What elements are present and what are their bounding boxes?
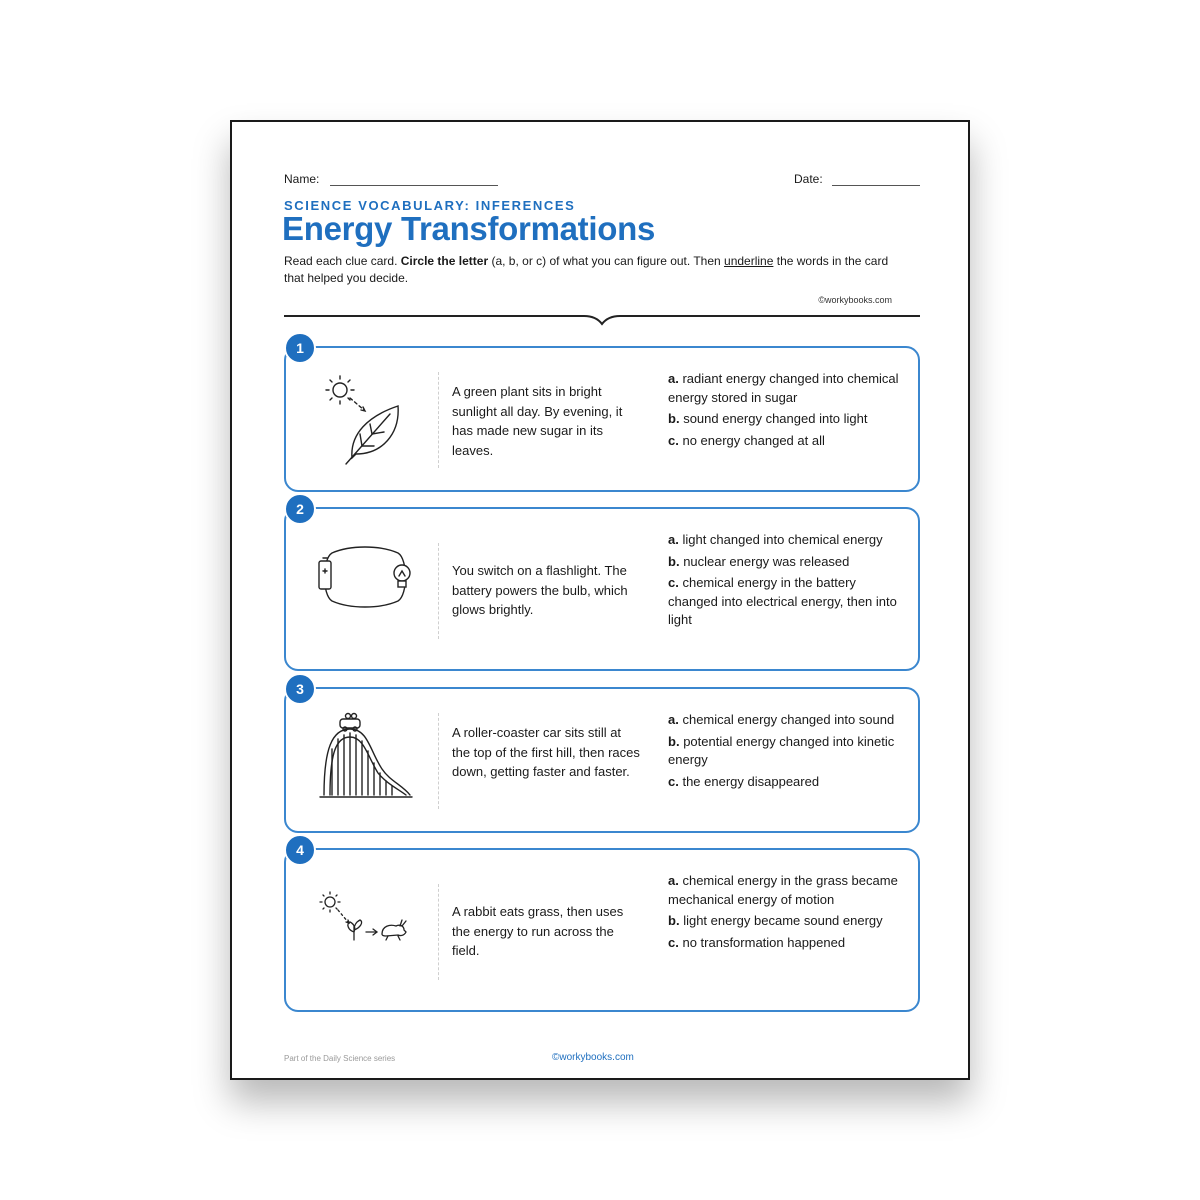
card-number-badge: 1 — [284, 332, 316, 364]
battery-bulb-circuit-icon — [310, 539, 420, 643]
series-note: Part of the Daily Science series — [284, 1054, 396, 1063]
option-a[interactable]: a. radiant energy changed into chemical energy stored in sugar — [668, 371, 899, 405]
option-c[interactable]: c. the energy disappeared — [668, 773, 820, 789]
footer-site[interactable]: ©workybooks.com — [552, 1052, 634, 1063]
answer-options — [668, 531, 900, 633]
clue-text: A roller-coaster car sits still at the top of the first hill, then races down, getting faster and faster. — [452, 725, 640, 779]
section-divider — [284, 312, 920, 328]
option-a[interactable]: a. light changed into chemical energy — [668, 532, 883, 547]
option-b[interactable]: b. light energy became sound energy — [668, 913, 883, 928]
option-b[interactable]: b. nuclear energy was released — [668, 553, 850, 569]
card-number-badge: 3 — [284, 673, 316, 705]
sun-plant-rabbit-icon — [310, 880, 420, 984]
sun-leaf-icon — [310, 368, 420, 472]
clue-card-3 — [284, 681, 920, 833]
card-separator — [438, 884, 439, 980]
worksheet-page — [230, 120, 970, 1080]
option-b[interactable]: b. potential energy changed into kinetic energy — [668, 733, 895, 767]
name-label: Name: — [284, 172, 320, 186]
option-c[interactable]: c. no transformation happened — [668, 934, 846, 950]
card-number-badge: 4 — [284, 834, 316, 866]
page-title: Energy Transformations — [282, 210, 655, 247]
option-a[interactable]: a. chemical energy in the grass became mechanical energy of motion — [668, 873, 898, 907]
worksheet-kicker: SCIENCE VOCABULARY: INFERENCES — [284, 198, 576, 213]
clue-card-4 — [284, 842, 920, 1012]
card-separator — [438, 372, 439, 468]
card-separator — [438, 713, 439, 809]
clue-text: A green plant sits in bright sunlight all day. By evening, it has made new sugar in its leaves. — [452, 384, 623, 458]
clue-text: A rabbit eats grass, then uses the energy to run across the field. — [452, 904, 624, 958]
name-line[interactable] — [330, 185, 498, 186]
answer-options — [668, 872, 900, 955]
clue-text: You switch on a flashlight. The battery powers the bulb, which glows brightly. — [452, 563, 628, 617]
clue-card-2 — [284, 501, 920, 671]
copyright-note: ©workybooks.com — [818, 295, 892, 305]
option-c[interactable]: c. chemical energy in the battery changed into electrical energy, then into light — [668, 575, 897, 627]
date-label: Date: — [794, 172, 823, 186]
option-a[interactable]: a. chemical energy changed into sound — [668, 712, 895, 727]
answer-options — [668, 711, 900, 794]
card-separator — [438, 543, 439, 639]
answer-options — [668, 370, 900, 453]
clue-card-1 — [284, 340, 920, 492]
roller-coaster-icon — [310, 709, 420, 813]
option-c[interactable]: c. no energy changed at all — [668, 432, 825, 448]
card-number-badge: 2 — [284, 493, 316, 525]
option-b[interactable]: b. sound energy changed into light — [668, 411, 868, 426]
date-line[interactable] — [832, 185, 920, 186]
instructions: Read each clue card. Circle the letter (a, b, or c) of what you can figure out. Then underline the words in the card that helped you decide. — [284, 254, 889, 285]
